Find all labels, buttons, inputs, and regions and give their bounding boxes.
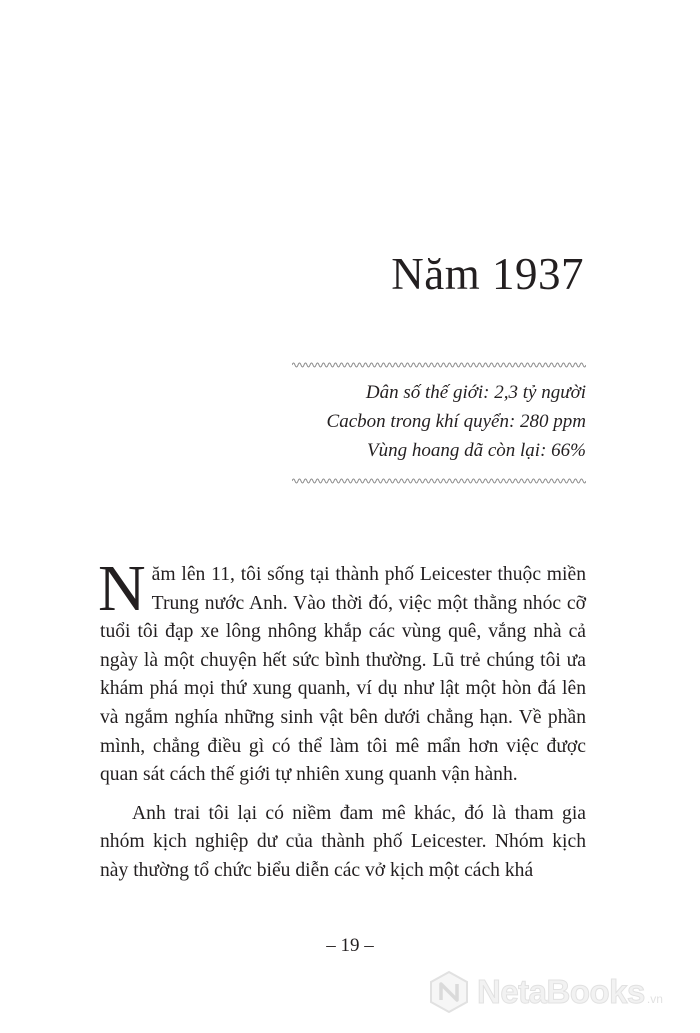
paragraph-1-text: ăm lên 11, tôi sống tại thành phố Leicester thuộc miền Trung nước Anh. Vào thời đó, việc một thằng nhóc cỡ tuổi tôi đạp xe lông nhông khắp các vùng quê, vắng nhà cả ngày là một chuyện hết sức bình thường. Lũ trẻ chúng tôi ưa khám phá mọi thứ xung quanh, ví dụ như lật một hòn đá lên và ngắm nghía những sinh vật bên dưới chẳng hạn. Về phần mình, chẳng điều gì có thể làm tôi mê mẩn hơn việc được quan sát cách thế giới tự nhiên xung quanh vận hành. <box>100 564 586 786</box>
watermark <box>427 968 663 1016</box>
chapter-title: Năm 1937 <box>391 249 584 299</box>
bottom-wavy-divider <box>292 476 586 486</box>
paragraph-2: Anh trai tôi lại có niềm đam mê khác, đó là tham gia nhóm kịch nghiệp dư của thành phố Leicester. Nhóm kịch này thường tổ chức biểu diễn các vở kịch một cách khá <box>100 802 586 881</box>
top-wavy-divider <box>292 360 586 370</box>
watermark-suffix: .vn <box>646 992 663 1006</box>
chapter-stats <box>327 378 586 465</box>
stat-carbon: Cacbon trong khí quyển: 280 ppm <box>326 411 586 432</box>
paragraph-1 <box>98 552 586 790</box>
body-text <box>98 552 586 886</box>
drop-cap: N <box>98 552 146 625</box>
page-number: – 19 – <box>326 935 374 956</box>
netabooks-logo-icon <box>427 970 471 1014</box>
stat-population: Dân số thế giới: 2,3 tỷ người <box>365 382 586 403</box>
watermark-brand: NetaBooks <box>477 973 645 1010</box>
stat-wilderness: Vùng hoang dã còn lại: 66% <box>366 440 586 461</box>
